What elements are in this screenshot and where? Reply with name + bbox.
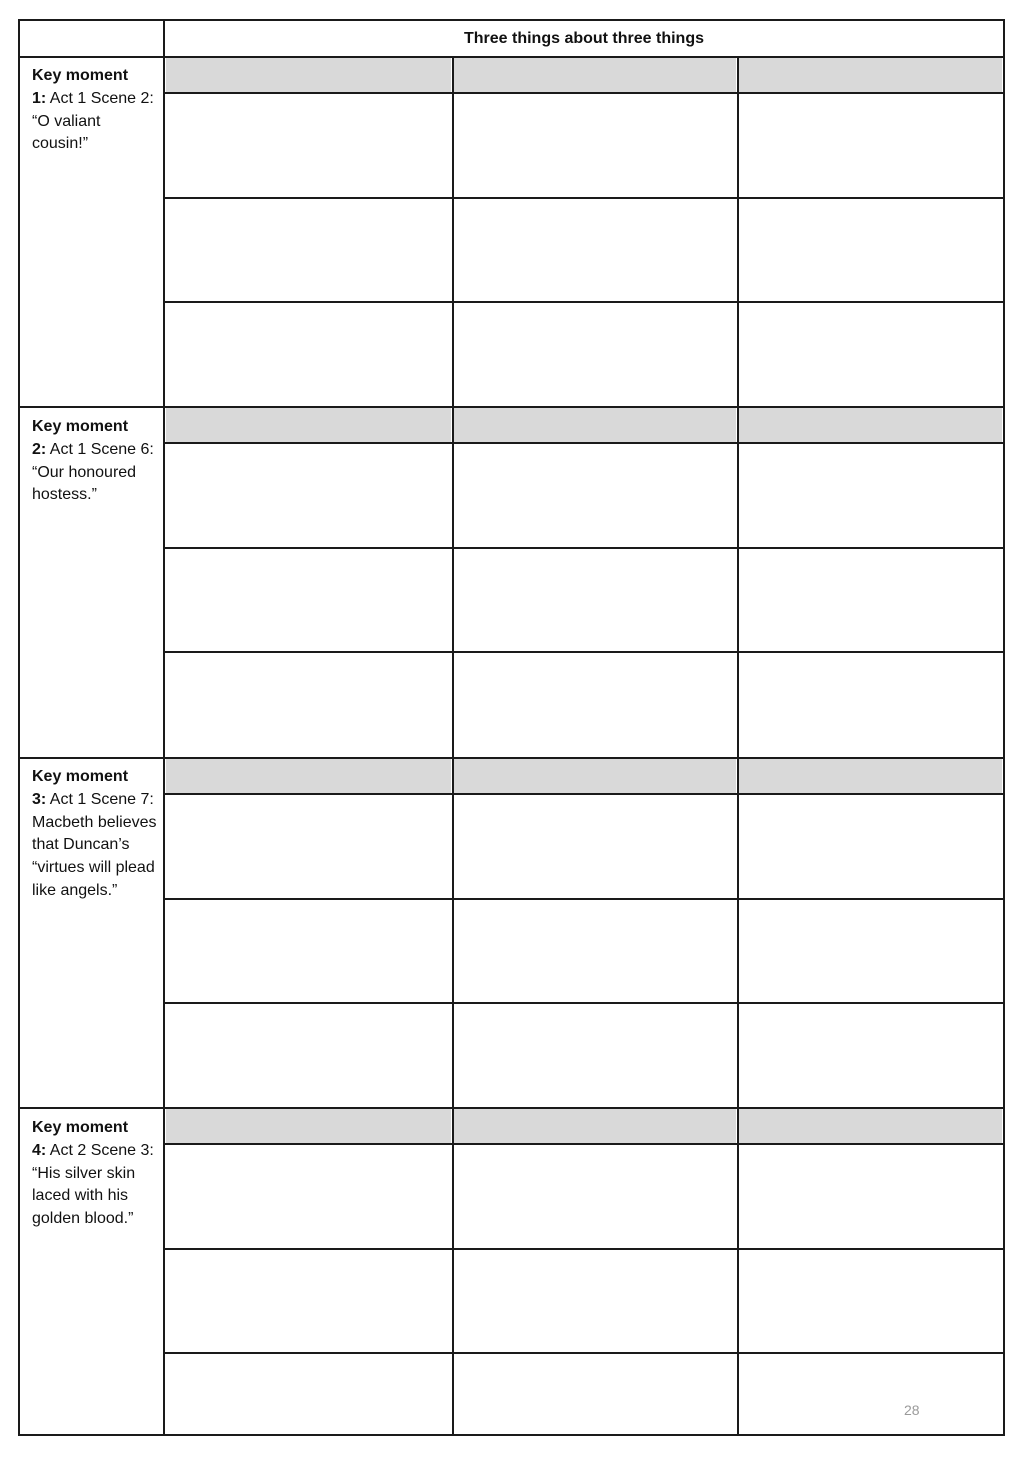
table-grid — [20, 21, 1003, 1434]
key-moment-3-heading: Key moment — [32, 768, 129, 785]
row-divider — [165, 92, 1003, 94]
row-divider — [165, 1143, 1003, 1145]
key-moment-4-number: 4: — [32, 1141, 47, 1159]
row-divider — [165, 1248, 1003, 1250]
column-divider — [737, 57, 739, 1434]
row-divider — [165, 547, 1003, 549]
row-divider — [165, 197, 1003, 199]
key-moment-2-label — [32, 416, 158, 507]
key-moment-2-heading: Key moment — [32, 418, 129, 435]
shaded-heading-cell — [738, 759, 1002, 794]
row-divider — [165, 651, 1003, 653]
row-divider — [165, 898, 1003, 900]
row-divider — [165, 1002, 1003, 1004]
shaded-heading-cell — [453, 759, 736, 794]
key-moment-3-label — [32, 766, 158, 903]
shaded-heading-cell — [453, 408, 736, 443]
worksheet-table — [18, 19, 1005, 1436]
shaded-heading-cell — [166, 58, 451, 93]
shaded-heading-cell — [453, 58, 736, 93]
shaded-heading-cell — [166, 759, 451, 794]
block-divider — [20, 1107, 1003, 1109]
key-moment-2-text: Act 1 Scene 6: “Our honoured hostess.” — [32, 440, 154, 504]
shaded-heading-cell — [738, 408, 1002, 443]
key-moment-4-text: Act 2 Scene 3: “His silver skin laced with his golden blood.” — [32, 1141, 154, 1228]
block-divider — [20, 406, 1003, 408]
key-moment-3-number: 3: — [32, 790, 47, 808]
key-moment-1-text: Act 1 Scene 2: “O valiant cousin!” — [32, 89, 154, 153]
block-divider — [20, 757, 1003, 759]
row-divider — [165, 442, 1003, 444]
key-moment-3-text: Act 1 Scene 7: Macbeth believes that Duncan’s “virtues will plead like angels.” — [32, 790, 157, 899]
row-divider — [165, 793, 1003, 795]
row-divider — [165, 301, 1003, 303]
row-divider — [165, 1352, 1003, 1354]
table-header-title: Three things about three things — [463, 30, 704, 47]
key-moment-1-number: 1: — [32, 89, 47, 107]
column-divider — [452, 57, 454, 1434]
key-moment-4-label — [32, 1117, 158, 1231]
key-moment-2-number: 2: — [32, 440, 47, 458]
column-divider — [163, 21, 165, 1434]
shaded-heading-cell — [166, 1109, 451, 1144]
key-moment-1-heading: Key moment — [32, 67, 129, 84]
key-moment-4-heading: Key moment — [32, 1119, 129, 1136]
shaded-heading-cell — [453, 1109, 736, 1144]
page-number: 28 — [904, 1402, 920, 1418]
key-moment-1-label — [32, 65, 158, 156]
shaded-heading-cell — [738, 1109, 1002, 1144]
shaded-heading-cell — [166, 408, 451, 443]
shaded-heading-cell — [738, 58, 1002, 93]
